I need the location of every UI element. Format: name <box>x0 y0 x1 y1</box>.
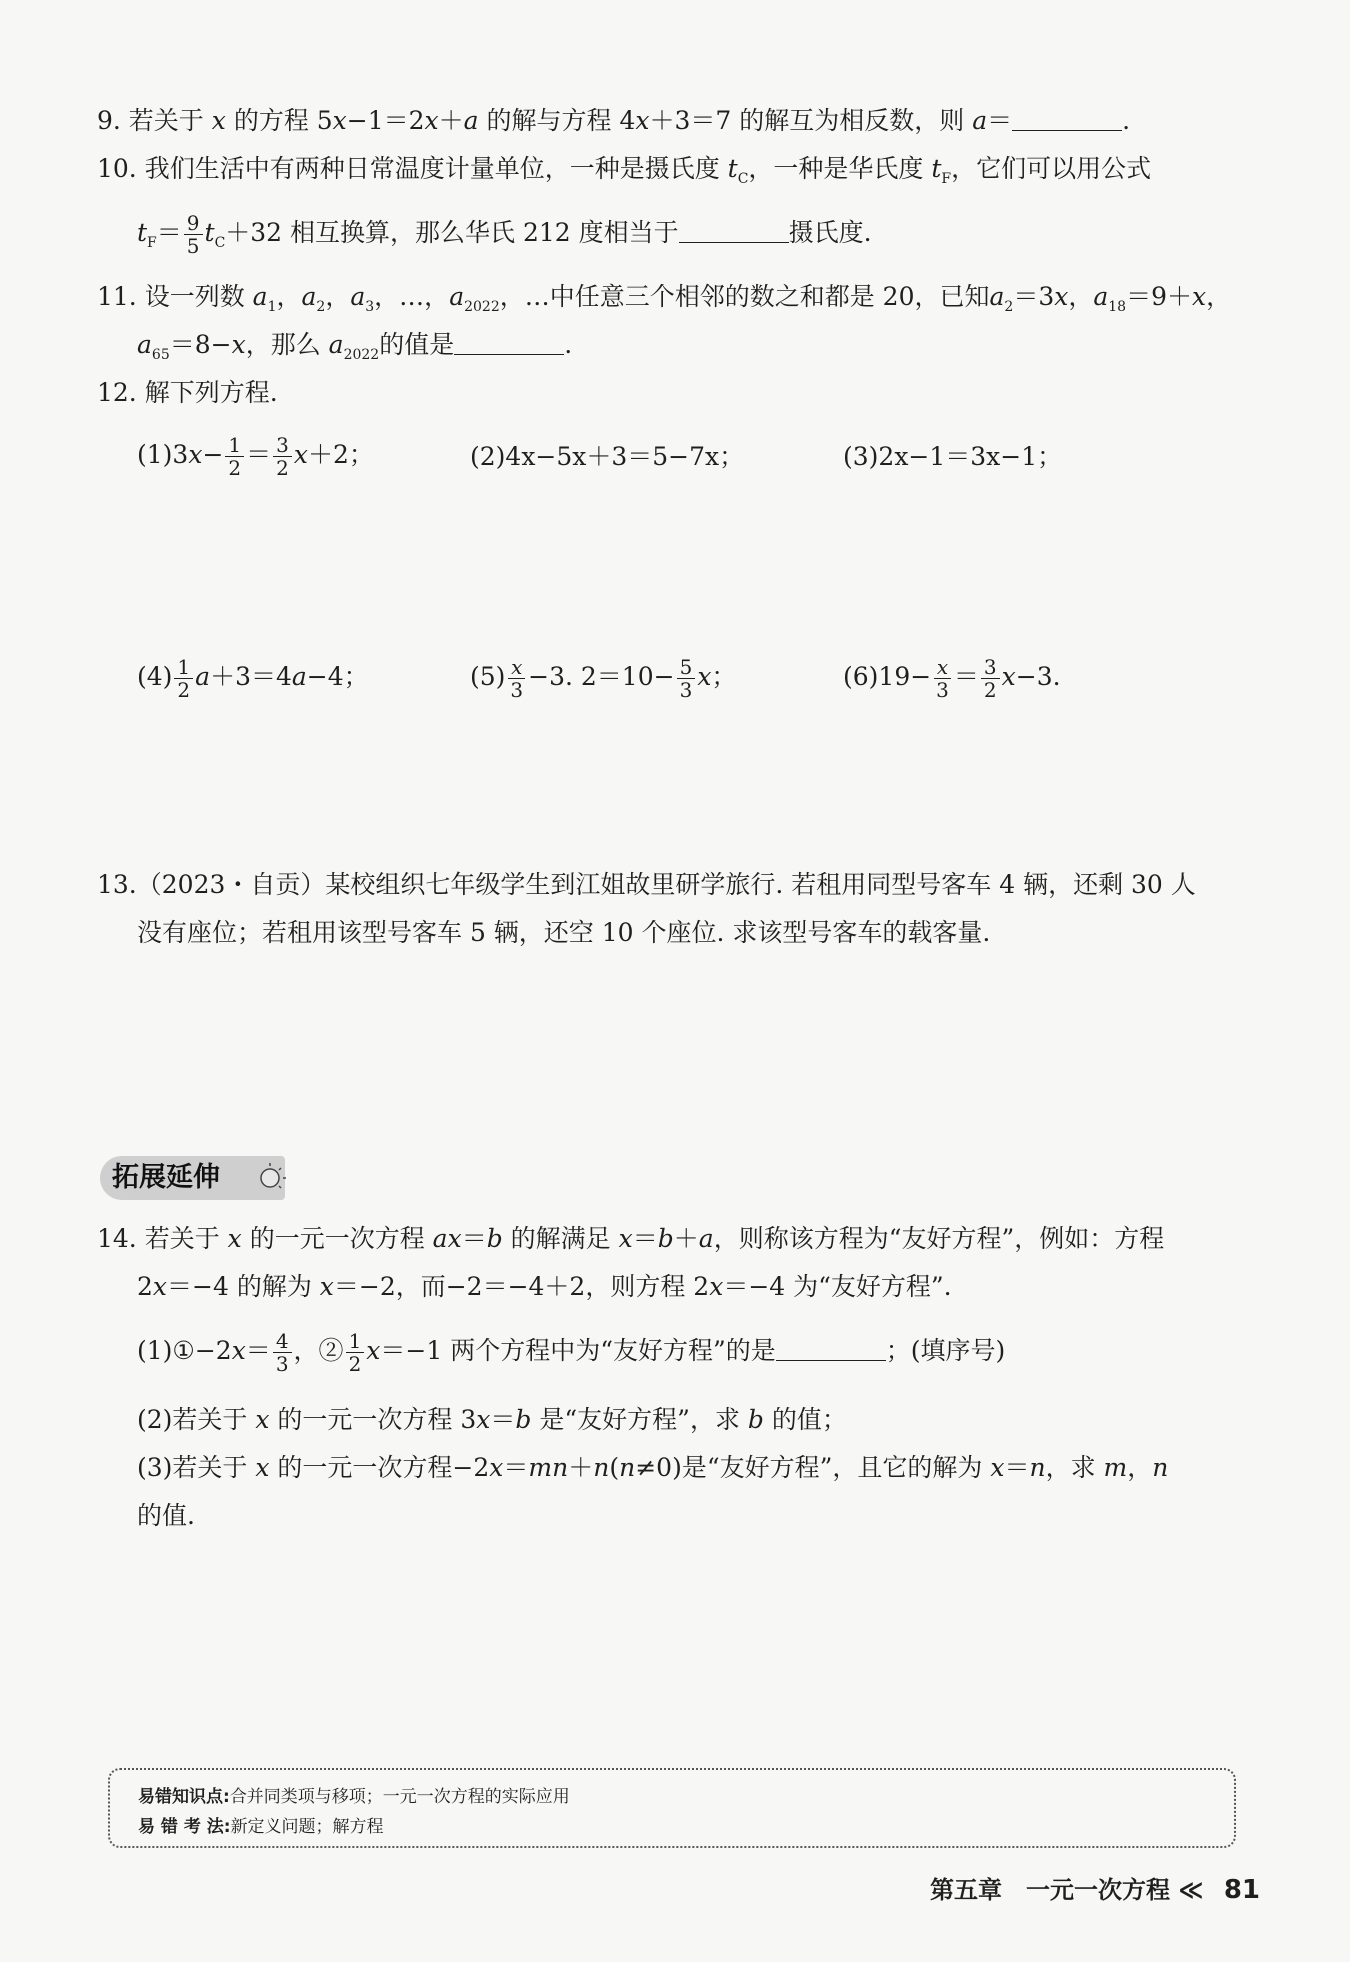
question-11: 11. 设一列数 $a_1$，$a_2$，$a_3$，…，$a_{2022}$，…中任意三个相邻的数之和都是 20，已知$a_2=3x$，$a_{18}=9+x$， <box>97 282 1232 315</box>
answer-blank[interactable] <box>776 1336 886 1361</box>
section-title: 拓展延伸 <box>100 1156 285 1200</box>
question-14-part3-cont: 的值. <box>137 1501 195 1530</box>
page-number: 81 <box>1223 1875 1260 1905</box>
question-9: 9. 若关于 x 的方程 5x−1＝2x＋a 的解与方程 4x＋3＝7 的解互为相反数，则 a＝ . <box>97 106 1131 135</box>
lightbulb-icon <box>253 1160 289 1196</box>
answer-blank[interactable] <box>454 330 564 355</box>
answer-blank[interactable] <box>1012 106 1122 131</box>
error-notes-box: 易错知识点:合并同类项与移项；一元一次方程的实际应用 易 错 考 法:新定义问题；解方程 <box>108 1768 1236 1848</box>
equation-1: (1)3x− $\frac{1}{2}$ ＝ $\frac{3}{2}$ x＋2； <box>137 433 374 480</box>
page-footer <box>930 1870 1260 1905</box>
question-12-title: 12. 解下列方程. <box>97 378 278 407</box>
question-14-line1: 14. 若关于 x 的一元一次方程 ax＝b 的解满足 x＝b＋a，则称该方程为“友好方程”，例如：方程 <box>97 1224 1165 1253</box>
question-14-part2: (2)若关于 x 的一元一次方程 3x＝b 是“友好方程”，求 b 的值； <box>137 1405 847 1434</box>
question-10: 10. 我们生活中有两种日常温度计量单位，一种是摄氏度 $t_C$，一种是华氏度 $t_F$，它们可以用公式 <box>97 154 1152 187</box>
equation-4: (4) $\frac{1}{2}$ a＋3＝4a−4； <box>137 655 369 702</box>
chevron-left-icon: ≪ <box>1178 1876 1204 1904</box>
chapter-title: 第五章 一元一次方程 <box>929 1876 1170 1904</box>
question-14-part3: (3)若关于 x 的一元一次方程−2x＝mn＋n(n≠0)是“友好方程”，且它的解为 x＝n，求 m，n <box>137 1453 1169 1482</box>
equation-5: (5) $\frac{x}{3}$ −3. 2＝10− $\frac{5}{3}$ x； <box>470 655 737 702</box>
question-10-formula: $t_F=$ $\frac{9}{5}$ $t_C+32$ 相互换算，那么华氏 212 度相当于 摄氏度. <box>137 211 872 258</box>
question-14-line2: 2x＝−4 的解为 x＝−2，而−2＝−4＋2，则方程 2x＝−4 为“友好方程”. <box>137 1272 952 1301</box>
question-13-line1: 13.（2023・自贡）某校组织七年级学生到江姐故里研学旅行. 若租用同型号客车 4 辆，还剩 30 人 <box>97 870 1196 899</box>
question-11-cont: $a_{65}=8-x$，那么 $a_{2022}$的值是 . <box>137 330 573 363</box>
q9-text: 9. 若关于 <box>97 106 204 135</box>
question-14-part1: (1)①−2x＝ $\frac{4}{3}$ ，② $\frac{1}{2}$ x＝−1 两个方程中为“友好方程”的是 ；(填序号) <box>137 1329 1006 1376</box>
question-13-line2: 没有座位；若租用该型号客车 5 辆，还空 10 个座位. 求该型号客车的载客量. <box>137 918 991 947</box>
equation-6: (6)19− $\frac{x}{3}$ ＝ $\frac{3}{2}$ x−3. <box>843 655 1061 702</box>
equation-2: (2)4x−5x＋3＝5−7x； <box>470 442 745 471</box>
answer-blank[interactable] <box>679 218 789 243</box>
fraction: $\frac{9}{5}$ <box>184 212 203 257</box>
equation-3: (3)2x−1＝3x−1； <box>843 442 1063 471</box>
